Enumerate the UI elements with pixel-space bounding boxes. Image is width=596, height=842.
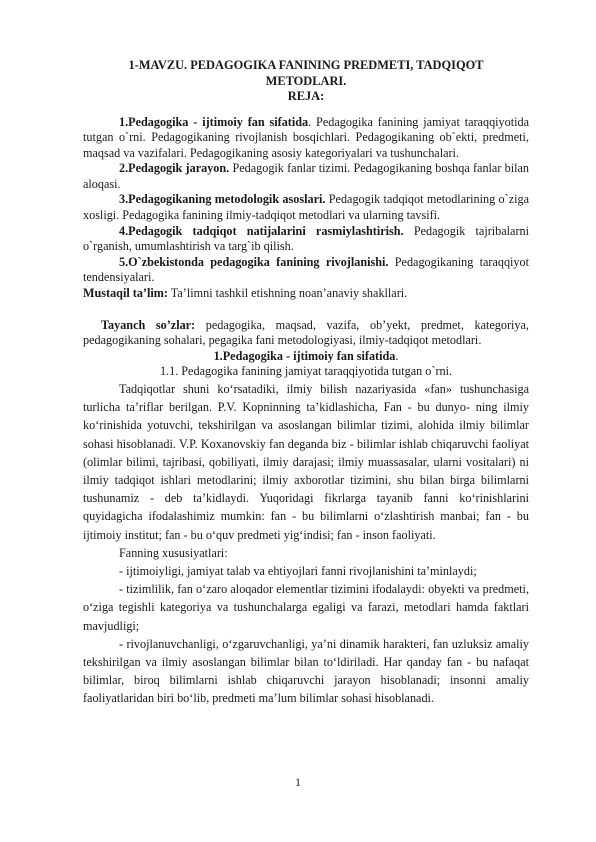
page-number: 1 [295, 775, 301, 789]
body-paragraph: Tadqiqotlar shuni ko‘rsatadiki, ilmiy bilish nazariyasida «fan» tushunchasiga turlicha ta’riflar berilgan. P.V. Kopninning ta’kidlashicha, Fan - bu dunyo- ning ilmiy ko‘rinishida yotuvchi, tekshirilgan va asoslangan bilimlar tizimi, alohida ilmiy bilimlar sohasi hisoblanadi. V.P. Koxanovskiy fan deganda biz - bilimlar ishlab chiqaruvchi faoliyat (olimlar bilimi, tajribasi, qobiliyati, ilmiy darajasi; ilmiy muassasalar, ularni vositalari) ni ilmiy tadqiqot ishlari metodlarini; ilmiy axborotlar tizimini, shu bilan birga bilimlarni tushunamiz - deb ta’kidlaydi. Yuqoridagi fikrlarga tayanib fanni ko‘rinishlarini quyidagicha ifodalashimiz mumkin: fan - bu bilimlarni o‘zlashtirish manbai; fan - bu ijtimoiy institut; fan - bu o‘quv predmeti yig‘indisi; fan - inson faoliyati. [83, 382, 529, 542]
plan-list [83, 115, 529, 302]
plan-item: 1.Pedagogika - ijtimoiy fan sifatida. Pedagogika fanining jamiyat taraqqiyotida tutgan o`rni. Pedagogikaning rivojlanish bosqichlari. Pedagogikaning ob`ekti, predmeti, maqsad va vazifalari. Pedagogikaning asosiy kategoriyalari va tushunchalari. [83, 114, 530, 160]
plan-item: 2.Pedagogik jarayon. Pedagogik fanlar tizimi. Pedagogikaning boshqa fanlar bilan aloqasi. [83, 161, 529, 191]
document-heading [83, 58, 529, 105]
heading-line-3: REJA: [287, 89, 325, 103]
subsection-title: 1.1. Pedagogika fanining jamiyat taraqqiyotida tutgan o`rni. [159, 364, 453, 379]
plan-item: 5.O`zbekistonda pedagogika fanining rivojlanishi. Pedagogikaning taraqqiyot tendensiyalari. [83, 254, 529, 285]
body-paragraph: Fanning xususiyatlari: [119, 545, 228, 560]
independent-study: Mustaqil ta’lim: Ta’limni tashkil etishning noan’anaviy shakllari. [83, 286, 408, 301]
body-paragraph: - tizimlilik, fan o‘zaro aloqador elementlar tizimini ifodalaydi: obyekti va predmeti, o‘ziga tegishli kategoriya va tushunchalarga egaligi va farazi, metodlari hamda faktlari mavjudligi; [83, 582, 529, 633]
heading-line-1: 1-MAVZU. PEDAGOGIKA FANINING PREDMETI, TADQIQOT [128, 58, 484, 72]
body-paragraph: - rivojlanuvchanligi, o‘zgaruvchanligi, ya’ni dinamik harakteri, fan uzluksiz amaliy tekshirilgan va ilmiy asoslangan bilimlar bilan to‘ldiriladi. Har qanday fan - bu nafaqat bilimlar, biroq bilimlarni ishlab chiqaruvchi jarayon hisoblanadi; insonni amaliy faoliyatlaridan biri bo‘lib, predmeti ma’lum bilimlar sohasi hisoblanadi. [83, 636, 529, 706]
heading-line-2: METODLARI. [265, 73, 347, 88]
keywords: Tayanch so’zlar: pedagogika, maqsad, vazifa, ob’yekt, predmet, kategoriya, pedagogikaning sohalari, pegagika fani metodologiyasi, ilmiy-tadqiqot metodlari. [83, 317, 529, 348]
document-page [83, 58, 529, 708]
plan-item: 3.Pedagogikaning metodologik asoslari. Pedagogik tadqiqot metodlarining o`ziga xosligi. Pedagogika fanining ilmiy-tadqiqot metodlari va ularning tavsifi. [83, 192, 529, 223]
body-paragraph: - ijtimoiyligi, jamiyat talab va ehtiyojlari fanni rivojlanishini ta’minlaydi; [119, 564, 477, 579]
section-title: 1.Pedagogika - ijtimoiy fan sifatida. [213, 348, 399, 363]
plan-item: 4.Pedagogik tadqiqot natijalarini rasmiylashtirish. Pedagogik tajribalarni o`rganish, umumlashtirish va targ`ib qilish. [83, 223, 529, 254]
